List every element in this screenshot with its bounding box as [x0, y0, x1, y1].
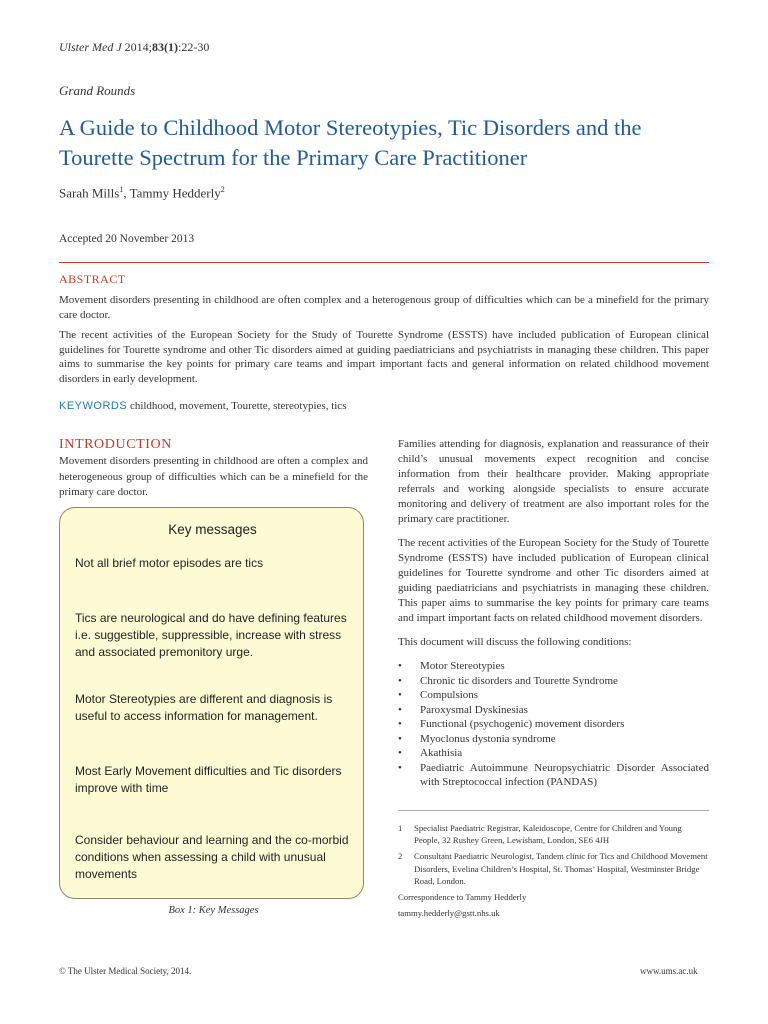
list-item-text: Myoclonus dystonia syndrome	[420, 732, 556, 745]
correspondence: Correspondence to Tammy Hedderly	[398, 892, 527, 903]
bullet-icon: •	[398, 761, 402, 774]
list-item	[398, 717, 709, 732]
author-name: Sarah Mills	[59, 185, 120, 201]
abstract-heading: ABSTRACT	[59, 272, 126, 286]
body-paragraph: The recent activities of the European Society for the Study of Tourette Syndrome (ESSTS) have included publication of European clinical guidelines for Tourette syndrome and other Tic disorders aimed at guiding paediatricians and psychiatrists in managing these children. This paper aims to summarise the key points for primary care teams and impart important facts on related childhood movement disorders.	[398, 537, 709, 624]
right-column	[398, 437, 709, 790]
list-item	[398, 732, 709, 747]
footnote-divider	[398, 810, 709, 811]
list-item-text: Paroxysmal Dyskinesias	[420, 703, 528, 716]
journal-volume: 83(1)	[152, 40, 178, 54]
journal-name: Ulster Med J	[59, 40, 122, 54]
list-item	[398, 659, 709, 674]
abstract-divider	[59, 262, 709, 263]
journal-citation	[59, 40, 209, 55]
keywords-list: childhood, movement, Tourette, stereotypies, tics	[129, 400, 347, 412]
list-item-text: Paediatric Autoimmune Neuropsychiatric Disorder Associated with Streptococcal infection (PANDAS)	[420, 761, 709, 788]
key-message: Tics are neurological and do have defining features i.e. suggestible, suppressible, increase with stress and associated premonitory urge.	[75, 611, 347, 659]
accepted-date: Accepted 20 November 2013	[59, 233, 195, 245]
key-message: Consider behaviour and learning and the co-morbid conditions when assessing a child with unusual movements	[75, 833, 349, 881]
list-item	[398, 674, 709, 689]
author-affiliation: 2	[220, 185, 225, 194]
author-name: Tammy Hedderly	[129, 185, 221, 201]
footnotes	[398, 822, 709, 923]
bullet-icon: •	[398, 732, 402, 745]
author-affiliation: 1	[119, 185, 124, 194]
bullet-icon: •	[398, 674, 402, 687]
keywords	[59, 400, 346, 412]
keywords-label: KEYWORDS	[59, 400, 128, 412]
authors	[59, 185, 225, 201]
abstract-paragraph: Movement disorders presenting in childhood are often complex and a heterogenous group of difficulties which can be a minefield for the primary care doctor.	[59, 294, 709, 321]
author-separator: ,	[123, 185, 130, 201]
footnote-number: 2	[398, 851, 403, 862]
list-item	[398, 688, 709, 703]
footnote	[398, 850, 709, 887]
abstract-paragraph: The recent activities of the European Society for the Study of Tourette Syndrome (ESSTS) have included publication of European clinical guidelines for Tourette syndrome and other Tic disorders aimed at guiding paediatricians and psychiatrists in managing these children. This paper aims to summarise the key points for primary care teams and impart important facts and general information on related childhood movement disorders in early development.	[59, 329, 709, 385]
footnote-text: Consultant Paediatric Neurologist, Tandem clinic for Tics and Childhood Movement Disorders, Evelina Children’s Hospital, St. Thomas’ Hospital, Westminster Bridge Road, London.	[414, 851, 708, 886]
key-messages-title: Key messages	[168, 522, 257, 537]
key-message: Motor Stereotypies are different and diagnosis is useful to access information for management.	[75, 692, 333, 723]
list-item	[398, 761, 709, 790]
list-item-text: Akathisia	[420, 747, 463, 759]
body-paragraph: Families attending for diagnosis, explanation and reassurance of their child’s unusual movements expect recognition and concise information from their healthcare provider. Making appropriate referrals and working alongside specialists to ensure accurate monitoring and delivery of treatment are also important roles for the primary care practitioner.	[398, 438, 709, 525]
body-paragraph: This document will discuss the following conditions:	[398, 636, 632, 648]
section-type: Grand Rounds	[59, 83, 136, 98]
bullet-icon: •	[398, 747, 402, 759]
list-item	[398, 746, 709, 761]
box-caption: Box 1: Key Messages	[168, 905, 259, 916]
key-messages-box	[59, 507, 364, 899]
bullet-icon: •	[398, 660, 402, 672]
bullet-icon: •	[398, 703, 402, 716]
list-item	[398, 703, 709, 718]
article-title: A Guide to Childhood Motor Stereotypies, Tic Disorders and the Tourette Spectrum for the Primary Care Practitioner	[59, 115, 642, 170]
introduction-text: Movement disorders presenting in childhood are often a complex and heterogeneous group of difficulties which can be a minefield for the primary care doctor.	[59, 455, 368, 498]
conditions-list	[398, 659, 709, 790]
correspondence-email[interactable]: tammy.hedderly@gstt.nhs.uk	[398, 908, 500, 919]
abstract-body	[59, 293, 709, 392]
key-message: Most Early Movement difficulties and Tic disorders improve with time	[75, 764, 342, 795]
footnote-text: Specialist Paediatric Registrar, Kaleidoscope, Centre for Children and Young People, 32 Rushey Green, Lewisham, London, SE6 4JH	[414, 823, 682, 846]
bullet-icon: •	[398, 718, 402, 730]
journal-pages: :22-30	[178, 40, 210, 54]
footer-copyright: © The Ulster Medical Society, 2014.	[59, 966, 192, 976]
key-message: Not all brief motor episodes are tics	[75, 556, 264, 570]
bullet-icon: •	[398, 689, 402, 701]
footnote	[398, 822, 709, 846]
list-item-text: Compulsions	[420, 689, 479, 701]
footer-website-link[interactable]: www.ums.ac.uk	[640, 966, 698, 976]
list-item-text: Chronic tic disorders and Tourette Syndrome	[420, 674, 618, 687]
introduction-heading: INTRODUCTION	[59, 437, 172, 452]
journal-year: 2014;	[124, 40, 152, 54]
footnote-number: 1	[398, 823, 403, 833]
list-item-text: Functional (psychogenic) movement disorders	[420, 718, 625, 730]
list-item-text: Motor Stereotypies	[420, 660, 505, 672]
